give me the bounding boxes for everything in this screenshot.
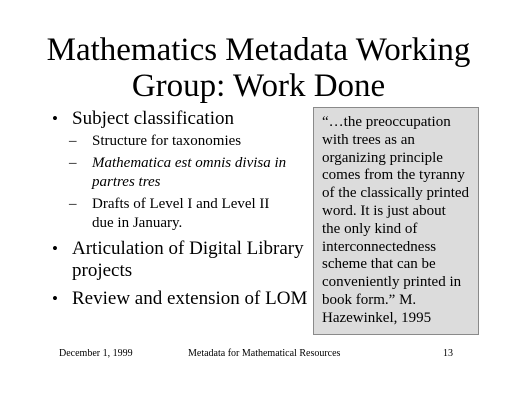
bullet-line: Review and extension of LOM — [72, 288, 308, 309]
sub-bullet-line: Drafts of Level I and Level II — [92, 196, 270, 212]
dash-icon: – — [69, 196, 77, 212]
quote-line: book form.” M. — [322, 291, 417, 308]
slide-title-line-1: Mathematics Metadata Working — [46, 32, 471, 68]
quote-line: Hazewinkel, 1995 — [322, 309, 432, 326]
quote-line: organizing principle — [322, 149, 443, 166]
quote-line: the only kind of — [322, 220, 418, 237]
quote-line: “…the preoccupation — [322, 114, 451, 130]
quote-line: scheme that can be — [322, 256, 436, 273]
bullet-icon: • — [52, 109, 58, 128]
bullet-list — [52, 108, 312, 310]
bullet-item-review-lom — [52, 288, 312, 310]
quote-line: interconnectedness — [322, 238, 437, 255]
footer-date: December 1, 1999 — [59, 348, 133, 359]
page-number: 13 — [443, 348, 453, 359]
sub-bullet-line: Structure for taxonomies — [92, 133, 242, 149]
quote-line: word. It is just about — [322, 202, 446, 219]
sub-bullet-item — [52, 154, 312, 192]
bullet-item-articulation — [52, 238, 312, 282]
bullet-icon: • — [52, 289, 58, 308]
sub-bullet-line: due in January. — [92, 215, 183, 231]
sub-bullet-line: Mathematica est omnis divisa in — [92, 155, 287, 171]
bullet-text: Subject classification — [72, 108, 234, 129]
sub-bullet-item — [52, 195, 312, 233]
bullet-icon: • — [52, 239, 58, 258]
bullet-line: Articulation of Digital Library — [72, 238, 304, 259]
quote-line: of the classically printed — [322, 185, 470, 202]
footer-title: Metadata for Mathematical Resources — [188, 348, 341, 359]
slide-title-line-2: Group: Work Done — [131, 68, 386, 104]
quote-line: conveniently printed in — [322, 274, 462, 291]
dash-icon: – — [69, 133, 77, 149]
sub-bullet-item — [52, 132, 312, 151]
bullet-line: projects — [72, 260, 133, 281]
bullet-item-subject-classification — [52, 108, 312, 130]
dash-icon: – — [69, 155, 77, 171]
sub-bullet-line: partres tres — [92, 174, 161, 190]
quote-line: with trees as an — [322, 131, 415, 148]
quote-box — [313, 107, 479, 335]
quote-line: comes from the tyranny — [322, 167, 465, 184]
